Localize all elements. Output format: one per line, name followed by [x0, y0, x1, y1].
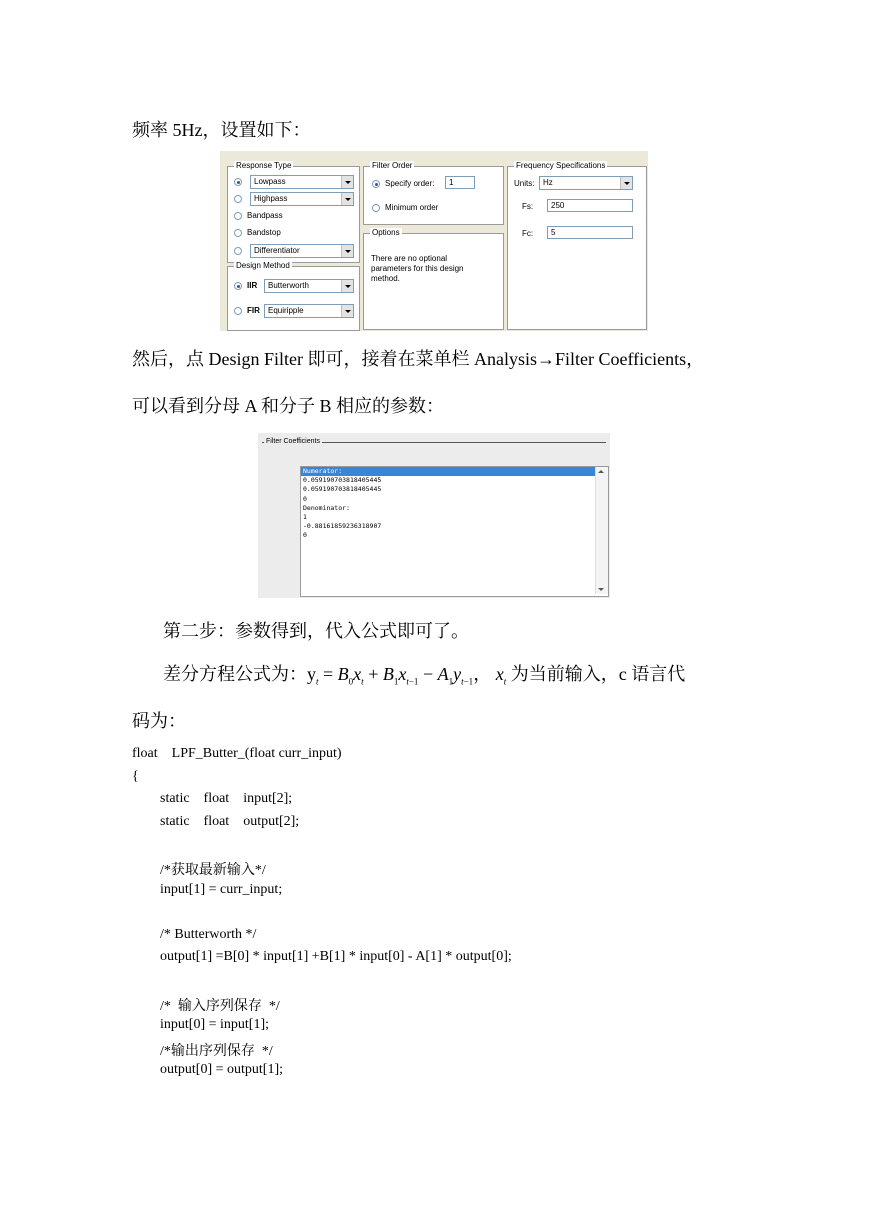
options-title: Options — [372, 228, 400, 237]
code-line: input[0] = input[1]; — [132, 1017, 269, 1033]
highpass-select[interactable]: Highpass — [250, 192, 354, 206]
bandstop-radio[interactable] — [234, 229, 242, 237]
coefficient-line: 0.059190703818405445 — [303, 485, 382, 494]
formula-prefix: 差分方程公式为： — [163, 664, 307, 684]
coefficient-line: 0.059190703818405445 — [303, 476, 382, 485]
coefficient-line: 1 — [303, 512, 307, 521]
coefficient-line: 0 — [303, 531, 307, 540]
fs-input[interactable]: 250 — [547, 199, 633, 212]
coefficient-line: 0 — [303, 494, 307, 503]
minimum-order-radio[interactable] — [372, 204, 380, 212]
response-type-title: Response Type — [236, 161, 292, 170]
coefficients-list[interactable] — [300, 466, 609, 597]
options-text-line1: There are no optional — [371, 254, 448, 263]
frequency-spec-group — [507, 161, 647, 330]
filter-order-title: Filter Order — [372, 161, 413, 170]
filter-design-dialog — [220, 151, 648, 331]
iir-label: IIR — [247, 281, 258, 290]
response-type-group — [227, 161, 360, 263]
highpass-radio[interactable] — [234, 195, 242, 203]
code-line: output[1] =B[0] * input[1] +B[1] * input[0] - A[1] * output[0]; — [132, 949, 512, 965]
formula-continuation: 码为： — [132, 711, 186, 731]
paragraph-coefficients: 可以看到分母 A 和分子 B 相应的参数： — [132, 396, 445, 416]
fc-input[interactable]: 5 — [547, 226, 633, 239]
code-line: /* 输入序列保存 */ — [132, 998, 280, 1014]
order-input[interactable]: 1 — [445, 176, 475, 189]
coefficients-title: Filter Coefficients — [266, 438, 320, 445]
filter-coefficients-panel — [258, 433, 610, 598]
formula-suffix: 为当前输入，c 语言代 — [510, 664, 686, 684]
code-line: output[0] = output[1]; — [132, 1062, 283, 1078]
bandstop-label: Bandstop — [247, 228, 281, 237]
chevron-down-icon — [341, 305, 353, 317]
code-line: float LPF_Butter_(float curr_input) — [132, 746, 342, 761]
current-input-symbol: $x_t$ — [495, 664, 507, 687]
differentiator-select[interactable]: Differentiator — [250, 244, 354, 258]
scroll-down-icon[interactable] — [598, 588, 604, 591]
chevron-down-icon — [620, 177, 632, 189]
code-line: input[1] = curr_input; — [132, 881, 283, 897]
code-line: /*输出序列保存 */ — [132, 1043, 273, 1059]
lowpass-select[interactable]: Lowpass — [250, 175, 354, 189]
code-line: /* Butterworth */ — [132, 926, 257, 942]
scroll-up-icon[interactable] — [598, 470, 604, 473]
difference-equation: $y_t = B_0x_t + B_1x_{t-1} - A_1y_{t-1}$ — [307, 664, 474, 687]
differentiator-radio[interactable] — [234, 247, 242, 255]
minimum-order-label: Minimum order — [385, 203, 439, 212]
code-line — [132, 972, 512, 995]
coefficient-line: Denominator: — [303, 503, 350, 512]
coefficients-scrollbar[interactable] — [595, 467, 608, 594]
coefficient-line: -0.88161859236318907 — [303, 522, 382, 531]
specify-order-label: Specify order: — [385, 179, 435, 188]
specify-order-radio[interactable] — [372, 180, 380, 188]
options-text-line2: parameters for this design — [371, 264, 464, 273]
bandpass-label: Bandpass — [247, 211, 283, 220]
chevron-down-icon — [341, 280, 353, 292]
iir-radio[interactable] — [234, 282, 242, 290]
chevron-down-icon — [341, 176, 353, 188]
lowpass-radio[interactable] — [234, 178, 242, 186]
code-line: { — [132, 768, 139, 784]
step2-text: 第二步：参数得到，代入公式即可了。 — [163, 621, 469, 641]
code-line — [132, 836, 512, 859]
intro-text: 频率 5Hz，设置如下： — [132, 120, 311, 140]
filter-order-group — [363, 161, 504, 225]
code-line: /*获取最新输入*/ — [132, 862, 266, 878]
chevron-down-icon — [341, 193, 353, 205]
frequency-spec-title: Frequency Specifications — [516, 161, 606, 170]
fir-method-select[interactable]: Equiripple — [264, 304, 354, 318]
coefficient-line: Numerator: — [301, 467, 608, 476]
options-text-line3: method. — [371, 274, 400, 283]
bandpass-radio[interactable] — [234, 212, 242, 220]
iir-method-select[interactable]: Butterworth — [264, 279, 354, 293]
options-group — [363, 228, 504, 330]
design-method-group — [227, 261, 360, 331]
paragraph-design-filter: 然后，点 Design Filter 即可，接着在菜单栏 Analysis→Filter Coefficients， — [132, 349, 705, 369]
fc-label: Fc: — [522, 229, 534, 238]
units-select[interactable]: Hz — [539, 176, 633, 190]
code-line — [132, 904, 512, 927]
chevron-down-icon — [341, 245, 353, 257]
units-label: Units: — [514, 179, 535, 188]
formula-line: 差分方程公式为：$y_t = B_0x_t + B_1x_{t-1} - A_1y_{t-1}$， $x_t$ 为当前输入，c 语言代 — [163, 664, 686, 687]
fir-label: FIR — [247, 306, 260, 315]
code-block — [132, 746, 512, 1085]
code-line: static float output[2]; — [132, 813, 300, 829]
design-method-title: Design Method — [236, 261, 290, 270]
code-line: static float input[2]; — [132, 791, 293, 807]
fs-label: Fs: — [522, 202, 534, 211]
fir-radio[interactable] — [234, 307, 242, 315]
